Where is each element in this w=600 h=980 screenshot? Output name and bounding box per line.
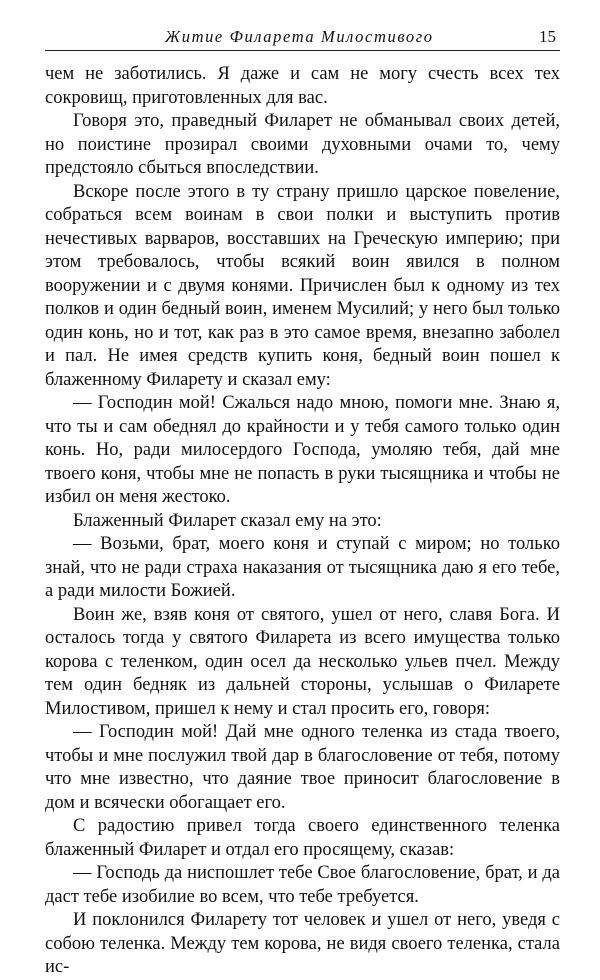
paragraph: Воин же, взяв коня от святого, ушел от него, славя Бога. И осталось тогда у святого Филарета из всего имущества только корова с теленком, один осел да несколько ульев пчел. Между тем один бедняк из дальней стороны, услышав о Филарете Милостивом, пришел к нему и стал просить его, говоря:	[45, 604, 560, 719]
paragraph: С радостию привел тогда своего единственного теленка блаженный Филарет и отдал его просящему, сказав:	[45, 816, 560, 860]
paragraph: — Господин мой! Дай мне одного теленка из стада твоего, чтобы и мне послужил твой дар в благословение от тебя, потому что мне известно, что даяние твое приносит благословение в дом и всячески обогащает его.	[45, 722, 560, 813]
paragraph: — Господь да ниспошлет тебе Свое благословение, брат, и да даст тебе изобилие во всем, что тебе требуется.	[45, 863, 560, 907]
paragraph: чем не заботились. Я даже и сам не могу счесть всех тех сокровищ, приготовленных для вас.	[45, 64, 560, 108]
paragraph: И поклонился Филарету тот человек и ушел от него, уведя с собою теленка. Между тем корова, не видя своего теленка, стала ис-	[45, 910, 560, 977]
paragraph: — Господин мой! Сжалься надо мною, помоги мне. Знаю я, что ты и сам обеднял до крайности и у тебя самого только один конь. Но, ради милосердого Господа, умоляю тебя, дай мне твоего коня, чтобы мне не попасть в руки тысящника и чтобы не избил он меня жестоко.	[45, 393, 560, 507]
paragraph: — Возьми, брат, моего коня и ступай с миром; но только знай, что не ради страха наказания от тысящника даю я его тебе, а ради милости Божией.	[45, 534, 560, 601]
running-header	[45, 26, 560, 51]
page-number: 15	[539, 27, 556, 46]
running-title: Житие Филарета Милостивого	[165, 27, 434, 46]
paragraph: Говоря это, праведный Филарет не обманывал своих детей, но поистине прозирал своими духовными очами то, чему предстояло сбыться впоследствии.	[45, 111, 560, 178]
paragraph: Блаженный Филарет сказал ему на это:	[73, 510, 382, 531]
paragraph: Вскоре после этого в ту страну пришло царское повеление, собраться всем воинам в свои полки и выступить против нечестивых варваров, восставших на Греческую империю; при этом требовалось, чтобы всякий воин явился в полном вооружении и с двумя конями. Причислен был к одному из тех полков и один бедный воин, именем Мусилий; у него был только один конь, но и тот, как раз в это самое время, внезапно заболел и пал. Не имея средств купить коня, бедный воин пошел к блаженному Филарету и сказал ему:	[45, 181, 560, 390]
body-text	[45, 63, 560, 980]
